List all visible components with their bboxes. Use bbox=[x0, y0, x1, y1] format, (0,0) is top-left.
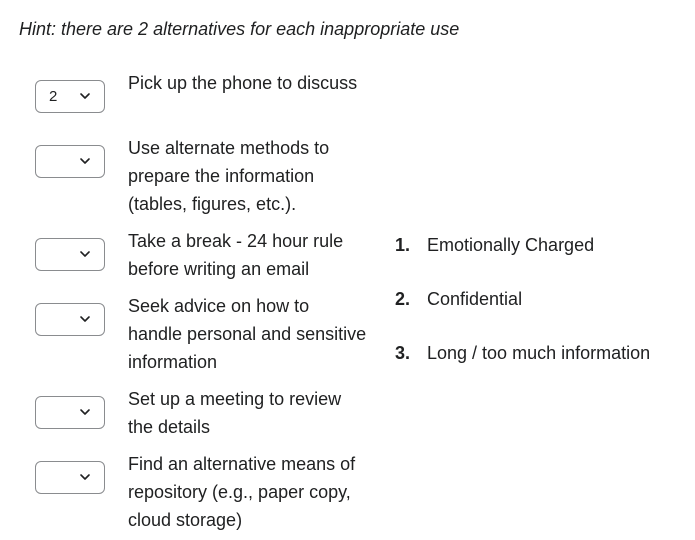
match-select-4[interactable] bbox=[35, 303, 105, 336]
answer-number: 1. bbox=[395, 235, 411, 255]
list-item bbox=[35, 450, 375, 534]
item-text: Set up a meeting to review the details bbox=[128, 389, 342, 437]
answer-choice-1 bbox=[395, 231, 594, 259]
match-select-2[interactable] bbox=[35, 145, 105, 178]
list-item bbox=[35, 134, 375, 218]
match-select-6[interactable] bbox=[35, 461, 105, 494]
match-select-1[interactable] bbox=[35, 80, 105, 113]
chevron-down-icon bbox=[79, 313, 91, 325]
item-text: Seek advice on how to handle personal and sensitive information bbox=[128, 296, 367, 372]
chevron-down-icon bbox=[79, 248, 91, 260]
chevron-down-icon bbox=[79, 471, 91, 483]
item-text: Pick up the phone to discuss bbox=[128, 73, 358, 93]
answer-number: 2. bbox=[395, 289, 411, 309]
list-item bbox=[35, 292, 375, 376]
answer-label: Confidential bbox=[427, 289, 523, 309]
select-value: 2 bbox=[49, 88, 58, 105]
list-item bbox=[35, 69, 375, 125]
chevron-down-icon bbox=[79, 406, 91, 418]
hint-text: Hint: there are 2 alternatives for each inappropriate use bbox=[19, 19, 460, 39]
answer-label: Long / too much information bbox=[427, 343, 651, 363]
match-select-3[interactable] bbox=[35, 238, 105, 271]
answer-number: 3. bbox=[395, 343, 411, 363]
answer-choice-3 bbox=[395, 339, 650, 367]
item-text: Use alternate methods to prepare the information (tables, figures, etc.). bbox=[128, 138, 330, 214]
answer-label: Emotionally Charged bbox=[427, 235, 595, 255]
list-item bbox=[35, 385, 375, 441]
item-text: Take a break - 24 hour rule before writing an email bbox=[128, 231, 344, 279]
answer-choice-2 bbox=[395, 285, 522, 313]
chevron-down-icon bbox=[79, 90, 91, 102]
item-text: Find an alternative means of repository (e.g., paper copy, cloud storage) bbox=[128, 454, 356, 530]
chevron-down-icon bbox=[79, 155, 91, 167]
match-select-5[interactable] bbox=[35, 396, 105, 429]
list-item bbox=[35, 227, 375, 283]
